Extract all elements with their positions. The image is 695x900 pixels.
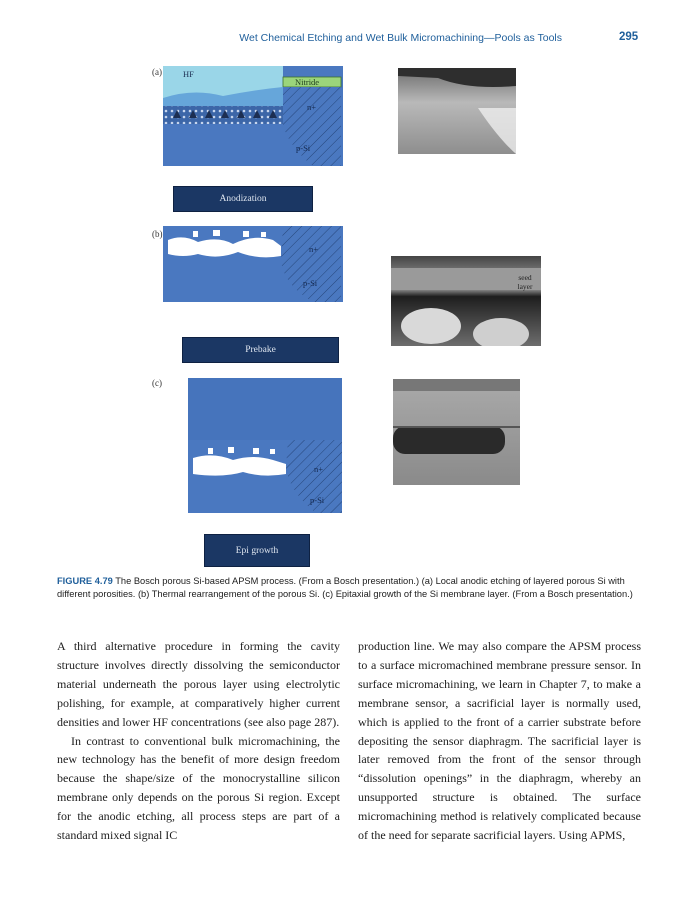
panel-a-diagram [163,66,343,166]
step-epi-growth: Epi growth [204,534,310,567]
p-si-label-c: p-Si [310,495,325,505]
nitride-label: Nitride [295,77,320,87]
panel-c-diagram [188,378,342,513]
paragraph: In contrast to conventional bulk micromachining, the new technology has the benefit of more design freedom because the shape/size of the monocrystalline silicon membrane only depends on the porous Si region. Except for the anodic etching, all process steps are part of a standard mixed signal IC [57,733,340,843]
sem-image-b [391,256,541,346]
hf-label: HF [183,69,194,79]
step-prebake: Prebake [182,337,339,363]
right-column [358,637,641,845]
n-plus-label-c: n+ [314,464,324,474]
running-title: Wet Chemical Etching and Wet Bulk Micromachining—Pools as Tools [239,32,562,44]
n-plus-label-b: n+ [309,244,319,254]
left-column [57,637,340,845]
panel-c-label: (c) [152,378,162,388]
paragraph: A third alternative procedure in forming the cavity structure involves directly dissolving the semiconductor material underneath the porous layer using electrolytic polishing, for example, at comparatively higher current densities and lower HF concentrations (see also page 287). [57,639,340,729]
p-si-label-b: p-Si [303,278,318,288]
page-number: 295 [619,31,639,43]
p-si-label: p-Si [296,143,311,153]
sem-image-c [393,379,520,485]
figure-caption [57,575,647,601]
step-anodization: Anodization [173,186,313,212]
paragraph: production line. We may also compare the APSM process to a surface micromachined membrane pressure sensor. In surface micromachining, we learn in Chapter 7, to make a membrane sensor, a sacrificial layer is normally used, which is applied to the front of a carrier substrate before depositing the sensor diaphragm. The sacrificial layer is later removed from the front of the sensor through “dissolution openings” in the diaphragm, whereby an unsupported structure is obtained. The surface micromachining method is relatively complicated because of the need for separate sacrificial layers. Using APMS, [358,639,641,843]
figure-number: FIGURE 4.79 [57,576,113,586]
seed-layer-label: seed layer [517,273,533,291]
panel-b-diagram [163,226,343,302]
sem-image-a [398,68,516,154]
panel-b-label: (b) [152,229,163,239]
caption-text: The Bosch porous Si-based APSM process. (From a Bosch presentation.) (a) Local anodic etching of layered porous Si with different porosities. (b) Thermal rearrangement of the porous Si. (c) Epitaxial growth of the Si membrane layer. (From a Bosch presentation.) [57,576,633,599]
panel-a-label: (a) [152,67,162,77]
n-plus-label: n+ [307,102,317,112]
